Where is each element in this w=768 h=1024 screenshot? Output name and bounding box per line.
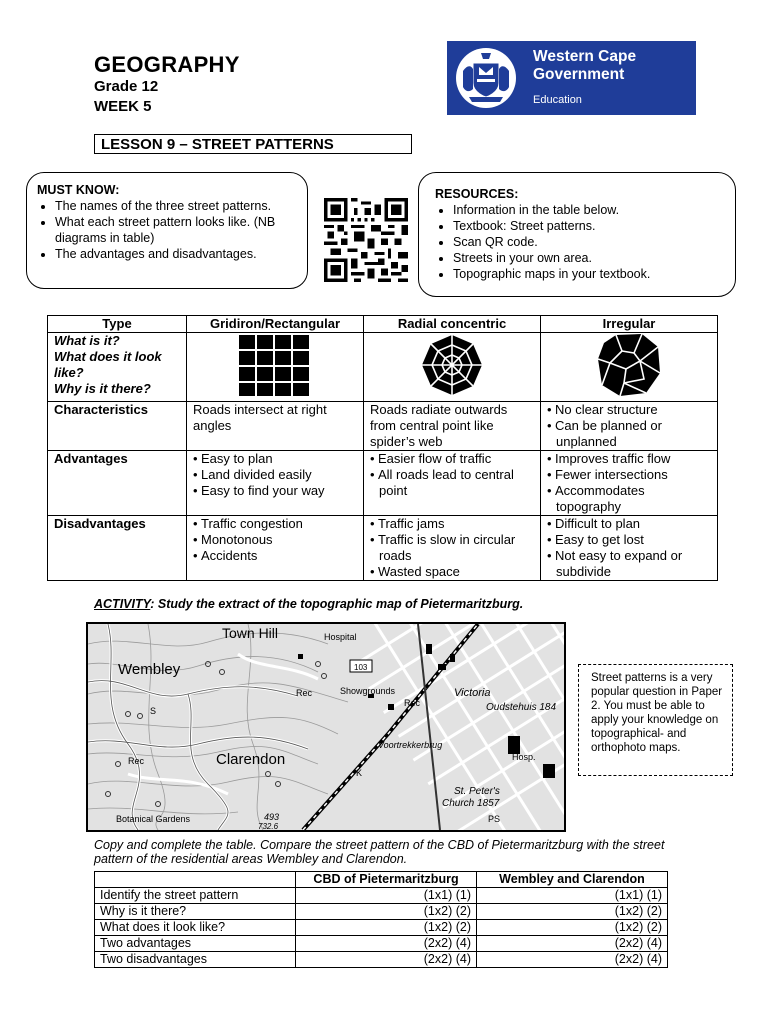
street-patterns-table: [47, 315, 718, 581]
lesson-title: LESSON 9 – STREET PATTERNS: [94, 134, 412, 154]
map-label-hospital: Hospital: [324, 632, 357, 642]
map-label-school: S: [150, 706, 157, 716]
row-label: What is it?: [54, 333, 120, 348]
row-label: Advantages: [48, 451, 187, 516]
map-label-ps: PS: [488, 814, 501, 824]
row-label: Why is it there?: [95, 904, 296, 920]
mark-cell[interactable]: (2x2) (4): [477, 936, 668, 952]
map-label-rec-3: Rec: [128, 756, 145, 766]
list-item: • The advantages and disadvantages.: [55, 246, 299, 262]
resources-heading: RESOURCES:: [435, 187, 519, 201]
map-label-victoria: Victoria: [454, 687, 491, 699]
coat-of-arms-icon: [453, 45, 519, 111]
row-label: Two disadvantages: [95, 952, 296, 968]
list-item: • Textbook: Street patterns.: [453, 218, 727, 234]
col-header: Gridiron/Rectangular: [187, 316, 364, 333]
list-item: • Easier flow of traffic: [379, 451, 534, 467]
mark-cell[interactable]: (1x2) (2): [477, 920, 668, 936]
row-label: Two advantages: [95, 936, 296, 952]
table-row: [95, 952, 668, 968]
activity-text: : Study the extract of the topographic map of Pietermaritzburg.: [150, 597, 524, 611]
resources-box: [418, 172, 736, 297]
gridiron-diagram: [239, 333, 311, 397]
list-item: • Land divided easily: [202, 467, 357, 483]
what-is-it-cell: [48, 333, 187, 402]
topographic-map: [86, 622, 566, 832]
list-item: • Scan QR code.: [453, 234, 727, 250]
col-header: Type: [48, 316, 187, 333]
mark-cell[interactable]: (2x2) (4): [296, 952, 477, 968]
must-know-heading: MUST KNOW:: [37, 183, 120, 197]
radial-diagram: [420, 333, 484, 397]
list-item: • Accommodates topography: [556, 483, 711, 515]
cell: [541, 402, 718, 451]
table-row: [95, 936, 668, 952]
cell: [541, 451, 718, 516]
mark-cell[interactable]: (1x2) (2): [296, 904, 477, 920]
cell: [541, 516, 718, 581]
map-label-wembley: Wembley: [118, 661, 181, 678]
activity-label: ACTIVITY: [94, 597, 151, 611]
list-item: • Wasted space: [379, 564, 534, 580]
list-item: • Traffic congestion: [202, 516, 357, 532]
map-label-oudstehuis: Oudstehuis 184: [486, 702, 557, 713]
table-row: [95, 920, 668, 936]
list-item: • Traffic jams: [379, 516, 534, 532]
comparison-table: [94, 871, 668, 968]
row-label: Identify the street pattern: [95, 888, 296, 904]
week-label: WEEK 5: [94, 98, 152, 115]
map-label-rec: Rec: [296, 688, 313, 698]
list-item: • Improves traffic flow: [556, 451, 711, 467]
table-row: [95, 888, 668, 904]
map-label-voortrekkerbrug: Voortrekkerbrug: [378, 740, 443, 750]
map-label-trig: 493: [264, 812, 280, 822]
list-item: • Streets in your own area.: [453, 250, 727, 266]
list-item: • What each street pattern looks like. (NB diagrams in table): [55, 214, 299, 246]
row-label: What does it look like?: [54, 349, 162, 380]
map-label-town-hill: Town Hill: [222, 625, 279, 641]
list-item: • Easy to find your way: [202, 483, 357, 499]
list-item: • All roads lead to central point: [379, 467, 534, 499]
copy-instructions: Copy and complete the table. Compare the street pattern of the CBD of Pietermaritzburg with the street pattern of the residential areas Wembley and Clarendon.: [94, 838, 665, 866]
mark-cell[interactable]: (1x2) (2): [477, 904, 668, 920]
cell: [187, 516, 364, 581]
logo-line-2: Government: [533, 66, 625, 83]
must-know-list: [37, 198, 299, 262]
row-label: Characteristics: [48, 402, 187, 451]
col-header: Radial concentric: [364, 316, 541, 333]
map-label-church: Church 1857: [442, 798, 500, 809]
must-know-box: [26, 172, 308, 289]
logo-line-3: Education: [533, 94, 582, 106]
logo-line-1: Western Cape: [533, 48, 637, 65]
irregular-diagram-cell: [541, 333, 718, 402]
grade-label: Grade 12: [94, 78, 159, 95]
row-label: What does it look like?: [95, 920, 296, 936]
subject-title: GEOGRAPHY: [94, 52, 240, 77]
activity-instruction: [94, 597, 523, 611]
mark-cell[interactable]: (2x2) (4): [296, 936, 477, 952]
list-item: • Easy to get lost: [556, 532, 711, 548]
map-label-k: K: [356, 768, 363, 778]
list-item: • Traffic is slow in circular roads: [379, 532, 534, 564]
list-item: • Accidents: [202, 548, 357, 564]
radial-diagram-cell: [364, 333, 541, 402]
list-item: • Monotonous: [202, 532, 357, 548]
map-label-hosp: Hosp.: [512, 752, 536, 762]
mark-cell[interactable]: (1x2) (2): [296, 920, 477, 936]
qr-code[interactable]: [322, 198, 410, 282]
map-graphic: [88, 624, 564, 830]
table-row: [95, 904, 668, 920]
map-label-botanical: Botanical Gardens: [116, 814, 191, 824]
list-item: • Fewer intersections: [556, 467, 711, 483]
map-label-road-103: 103: [354, 663, 368, 672]
row-label: Why is it there?: [54, 381, 151, 396]
mark-cell[interactable]: (1x1) (1): [477, 888, 668, 904]
row-label: Disadvantages: [48, 516, 187, 581]
cell: [364, 516, 541, 581]
exam-tip-note: Street patterns is a very popular question in Paper 2. You must be able to apply your knowledge on topographical- and orthophoto maps.: [578, 664, 733, 776]
list-item: • Easy to plan: [202, 451, 357, 467]
col-header: CBD of Pietermaritzburg: [296, 872, 477, 888]
map-label-rec-2: Rec: [404, 698, 421, 708]
map-label-st-peters: St. Peter's: [454, 786, 500, 797]
cell: Roads intersect at right angles: [187, 402, 364, 451]
cell: [187, 451, 364, 516]
map-label-clarendon: Clarendon: [216, 751, 286, 768]
list-item: • Topographic maps in your textbook.: [453, 266, 727, 282]
mark-cell[interactable]: (2x2) (4): [477, 952, 668, 968]
map-label-showgrounds: Showgrounds: [340, 686, 396, 696]
list-item: • Not easy to expand or subdivide: [556, 548, 711, 580]
irregular-diagram: [596, 333, 662, 397]
list-item: • Difficult to plan: [556, 516, 711, 532]
mark-cell[interactable]: (1x1) (1): [296, 888, 477, 904]
cell: [364, 451, 541, 516]
map-label-trig-2: 732.6: [258, 822, 279, 830]
resources-list: [435, 202, 727, 282]
cell: Roads radiate outwards from central point like spider’s web: [364, 402, 541, 451]
list-item: • No clear structure: [556, 402, 711, 418]
list-item: • Can be planned or unplanned: [556, 418, 711, 450]
col-header: [95, 872, 296, 888]
gridiron-diagram-cell: [187, 333, 364, 402]
col-header: Wembley and Clarendon: [477, 872, 668, 888]
list-item: • Information in the table below.: [453, 202, 727, 218]
wcg-logo: [447, 41, 696, 115]
col-header: Irregular: [541, 316, 718, 333]
list-item: • The names of the three street patterns.: [55, 198, 299, 214]
